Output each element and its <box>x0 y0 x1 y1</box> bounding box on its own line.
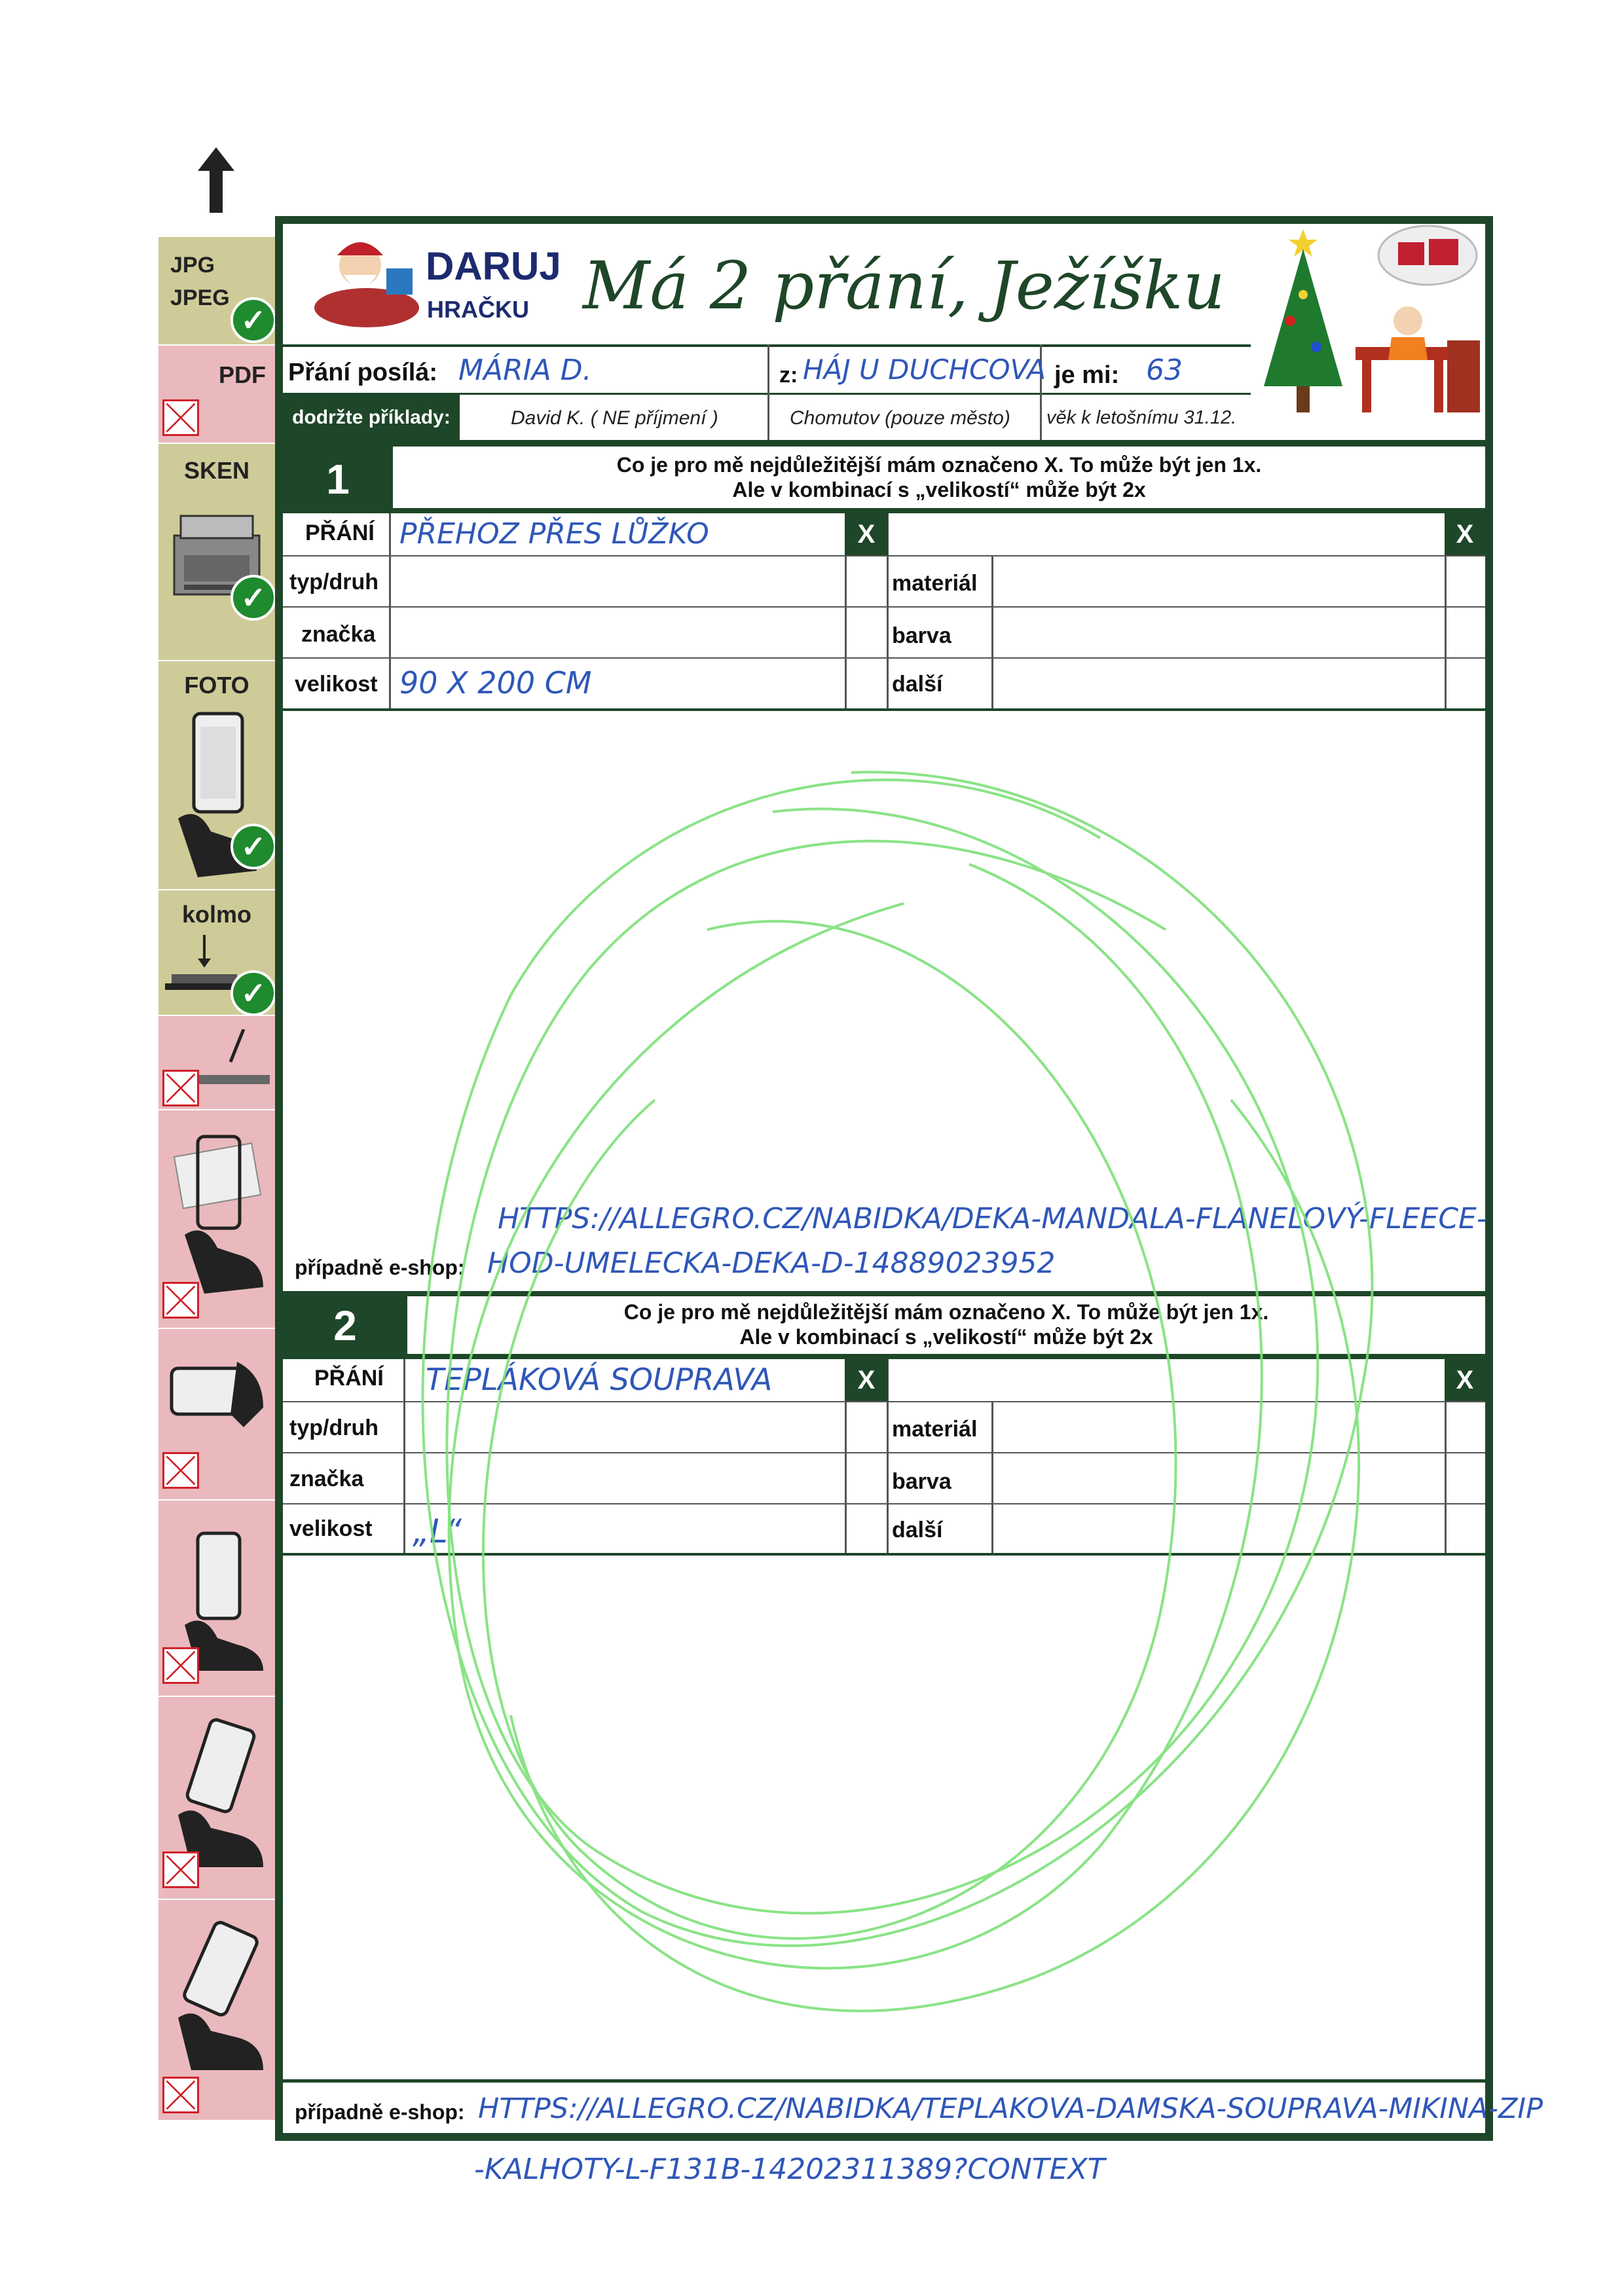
wish-2-number: 2 <box>283 1296 407 1355</box>
tilted-section-4 <box>158 1697 275 1900</box>
divider <box>283 1553 1485 1556</box>
wish-2-size-value[interactable]: „L“ <box>413 1512 462 1550</box>
wish-1-eshop-line-1[interactable]: HTTPS://ALLEGRO.CZ/NABIDKA/DEKA-MANDALA-FLANELOVÝ-FLEECE- <box>498 1202 1487 1235</box>
pdf-label: PDF <box>219 361 266 388</box>
divider <box>283 606 1485 608</box>
example-age: věk k letošnímu 31.12. <box>1046 407 1237 428</box>
wish-1-x-mark-right[interactable]: X <box>1445 513 1485 555</box>
rotated-phone-icon <box>172 1717 270 1867</box>
jpg-section <box>158 237 275 346</box>
logo-text-hracku: HRAČKU <box>427 296 529 323</box>
logo-text-daruj: DARUJ <box>426 244 561 288</box>
tilted-section-1 <box>158 1110 275 1329</box>
wish-1-label: PŘÁNÍ <box>305 520 375 545</box>
divider <box>283 1354 1485 1359</box>
check-icon: ✓ <box>231 970 276 1016</box>
cross-icon <box>162 1647 199 1684</box>
wish-1-size-value[interactable]: 90 X 200 CM <box>399 665 592 701</box>
age-label: je mi: <box>1054 361 1120 389</box>
cross-icon <box>162 2077 199 2113</box>
divider <box>991 555 993 708</box>
wish-2-value[interactable]: TEPLÁKOVÁ SOUPRAVA <box>426 1362 773 1397</box>
examples-label: dodržte příklady: <box>283 395 460 440</box>
wish-2-eshop-line-1[interactable]: HTTPS://ALLEGRO.CZ/NABIDKA/TEPLAKOVA-DAMSKA-SOUPRAVA-MIKINA-ZIP <box>478 2092 1543 2125</box>
wish-1-brand-label: značka <box>301 622 376 647</box>
divider <box>283 1401 1485 1402</box>
wish-1-eshop-label: případně e-shop: <box>295 1256 465 1279</box>
divider <box>283 1503 1485 1504</box>
divider <box>991 1401 993 1553</box>
wish-2-eshop-label: případně e-shop: <box>295 2100 465 2124</box>
perpendicular-section <box>158 890 275 1016</box>
wish-1-value[interactable]: PŘEHOZ PŘES LŮŽKO <box>399 517 709 551</box>
rotated-phone-icon <box>172 1920 270 2070</box>
wish-2-eshop-line-2[interactable]: -KALHOTY-L-F131B-14202311389?CONTEXT <box>474 2153 1105 2186</box>
age-value[interactable]: 63 <box>1146 354 1183 387</box>
scan-section <box>158 444 275 661</box>
tilted-section-5 <box>158 1900 275 2121</box>
wish-2-x-mark-left[interactable]: X <box>845 1359 888 1401</box>
sender-value[interactable]: MÁRIA D. <box>458 354 592 387</box>
wish-2-type-label: typ/druh <box>289 1415 378 1440</box>
wish-2-size-label: velikost <box>289 1516 373 1541</box>
cross-icon <box>162 1452 199 1489</box>
check-icon: ✓ <box>231 297 276 343</box>
wish-1-info-line-1: Co je pro mě nejdůležitější mám označeno X. To může být jen 1x. <box>616 453 1262 477</box>
divider <box>767 344 769 440</box>
divider <box>283 508 1485 513</box>
pdf-section <box>158 346 275 444</box>
wish-2-info-line-2: Ale v kombinací s „velikostí“ může být 2x <box>739 1325 1153 1349</box>
wish-1-other-label: další <box>892 672 943 697</box>
wish-1-color-label: barva <box>892 623 951 648</box>
wish-1-eshop-line-2[interactable]: HOD-UMELECKA-DEKA-D-14889023952 <box>487 1247 1056 1280</box>
example-city: Chomutov (pouze město) <box>790 407 1010 429</box>
check-icon: ✓ <box>231 824 276 869</box>
jpg-label: JPG JPEG <box>170 253 230 310</box>
wish-2-info-line-1: Co je pro mě nejdůležitější mám označeno X. To může být jen 1x. <box>623 1300 1269 1324</box>
wish-2-material-label: materiál <box>892 1417 978 1442</box>
tilted-phone-icon <box>172 1123 263 1294</box>
tilted-section-2 <box>158 1329 275 1501</box>
cross-icon <box>162 399 199 436</box>
divider <box>283 2079 1485 2083</box>
santa-logo-icon <box>308 229 426 334</box>
divider <box>283 1452 1485 1453</box>
wish-1-size-label: velikost <box>295 672 378 697</box>
up-arrow-icon <box>196 147 236 213</box>
wish-1-x-mark-left[interactable]: X <box>845 513 888 555</box>
photo-label: FOTO <box>184 672 249 699</box>
angled-phone-icon <box>198 1029 270 1101</box>
wish-1-type-label: typ/druh <box>289 570 378 594</box>
cross-icon <box>162 1070 199 1106</box>
sender-label: Přání posílá: <box>288 359 438 386</box>
divider <box>389 513 391 708</box>
tilted-section-3 <box>158 1501 275 1697</box>
page-title: Má 2 přání, Ježíšku <box>583 247 1225 324</box>
divider <box>283 708 1485 711</box>
wish-2-brand-label: značka <box>289 1467 364 1491</box>
divider <box>283 657 1485 659</box>
scan-label: SKEN <box>183 457 250 484</box>
photo-section <box>158 661 275 890</box>
wish-2-label: PŘÁNÍ <box>314 1366 384 1391</box>
christmas-tree-illustration <box>1257 223 1486 439</box>
divider <box>283 344 1251 347</box>
divider <box>283 1291 1485 1296</box>
wish-1-number: 1 <box>283 446 393 512</box>
wish-2-other-label: další <box>892 1518 943 1542</box>
wish-1-material-label: materiál <box>892 571 978 596</box>
divider <box>283 555 1485 556</box>
wish-2-x-mark-right[interactable]: X <box>1445 1359 1485 1401</box>
angled-section <box>158 1016 275 1110</box>
example-name: David K. ( NE příjmení ) <box>511 407 718 429</box>
form-frame <box>275 216 1493 2141</box>
from-value[interactable]: HÁJ U DUCHCOVA <box>803 354 1046 386</box>
sideways-phone-icon <box>165 1349 270 1453</box>
wish-2-color-label: barva <box>892 1469 951 1494</box>
perpendicular-label: kolmo <box>181 901 251 928</box>
cross-icon <box>162 1851 199 1888</box>
from-label: z: <box>779 363 798 388</box>
divider <box>403 1359 405 1553</box>
check-icon: ✓ <box>231 575 276 621</box>
wish-1-info-line-2: Ale v kombinací s „velikostí“ může být 2x <box>732 478 1146 501</box>
cross-icon <box>162 1282 199 1319</box>
divider <box>283 440 1485 446</box>
